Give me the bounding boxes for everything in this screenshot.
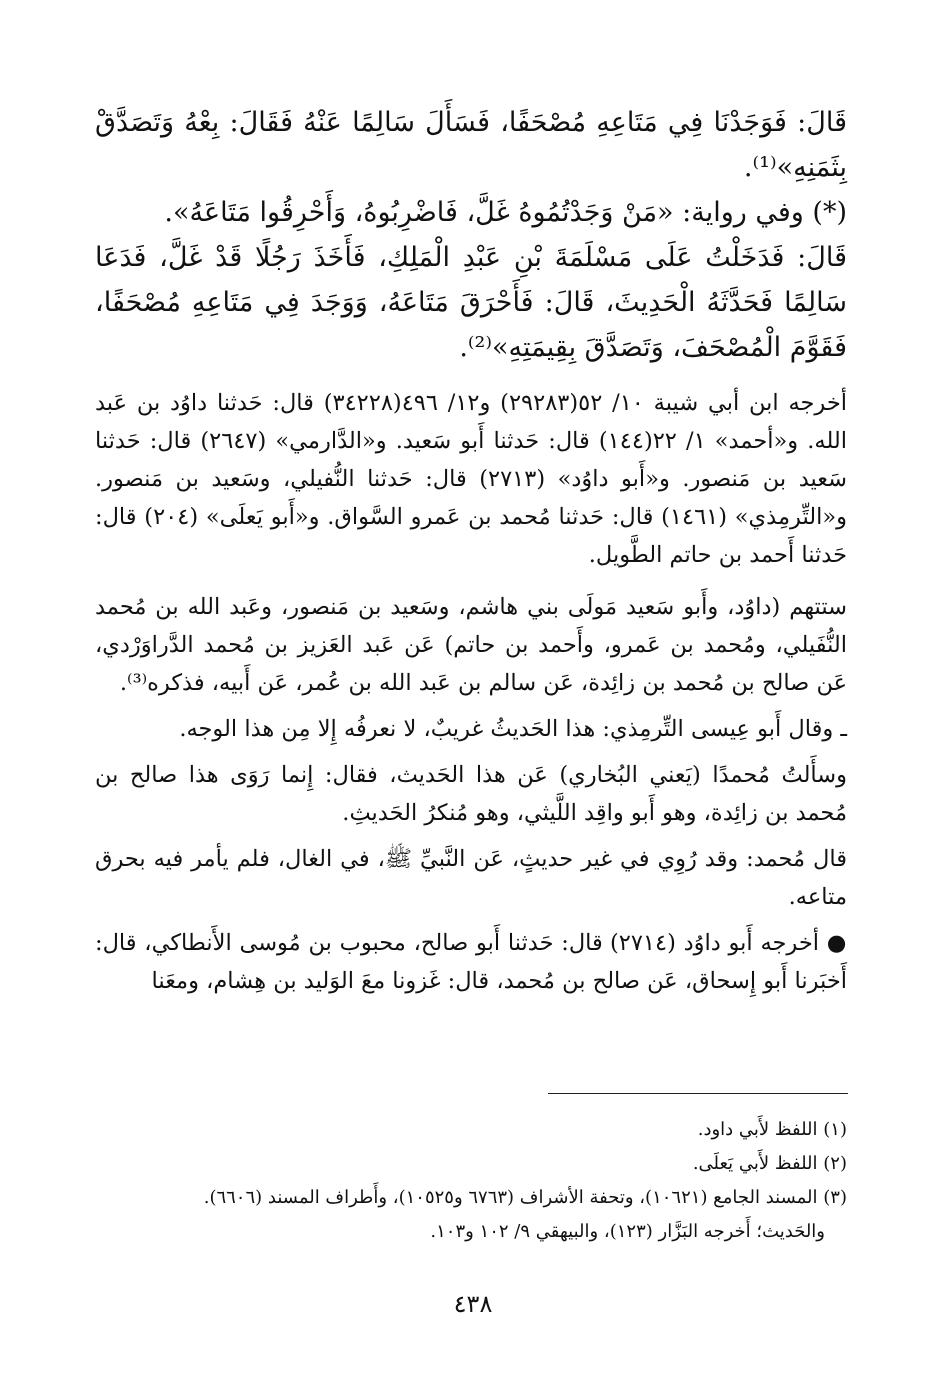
- footnote-3: (٣) المسند الجامع (١٠٦٢١)، وتحفة الأشراف (٦٧٦٣ و١٠٥٢٥)، وأَطراف المسند (٦٦٠٦).: [203, 1187, 847, 1208]
- footnotes: [95, 1113, 847, 1249]
- hadith-narration-2: قَالَ: فَدَخَلْتُ عَلَى مَسْلَمَةَ بْنِ عَبْدِ الْمَلِكِ، فَأَخَذَ رَجُلًا قَدْ غَلَّ، فَدَعَا سَالِمًا فَحَدَّثَهُ الْحَدِيثَ، قَالَ: فَأَحْرَقَ مَتَاعَهُ، وَوَجَدَ فِي مَتَاعِهِ مُصْحَفًا، فَقَوَّمَ الْمُصْحَفَ، وَتَصَدَّقَ بِقِيمَتِهِ»⁽²⁾.: [95, 242, 847, 363]
- bukhari-comment: وسأَلتُ مُحمدًا (يَعني البُخاري) عَن هذا الحَديث، فقال: إِنما رَوَى هذا صالح بن مُحمد بن زائِدة، وهو أَبو واقِد اللَّيثي، وهو مُنكرُ الحَديثِ.: [95, 762, 847, 826]
- takhrij-paragraph: أخرجه ابن أبي شيبة ١٠/ ٥٢(٢٩٢٨٣) و١٢/ ٤٩٦(٣٤٢٢٨) قال: حَدثنا داوُد بن عَبد الله. و«أحمد» ١/ ٢٢(١٤٤) قال: حَدثنا أَبو سَعيد. و«الدَّارمي» (٢٦٤٧) قال: حَدثنا سَعيد بن مَنصور. و«أَبو داوُد» (٢٧١٣) قال: حَدثنا النُّفيلي، وسَعيد بن مَنصور. و«التِّرمِذي» (١٤٦١) قال: حَدثنا مُحمد بن عَمرو السَّواق. و«أَبو يَعلَى» (٢٠٤) قال: حَدثنا أَحمد بن حاتم الطَّويل.: [95, 390, 848, 568]
- page-number: ٤٣٨: [453, 1290, 493, 1318]
- isnad-paragraph: ستتهم (داوُد، وأَبو سَعيد مَولَى بني هاشم، وسَعيد بن مَنصور، وعَبد الله بن مُحمد النُّفَيلي، ومُحمد بن عَمرو، وأَحمد بن حاتم) عَن عَبد العَزيز بن مُحمد الدَّراوَرْدي، عَن صالح بن مُحمد بن زائِدة، عَن سالم بن عَبد الله بن عُمر، عَن أَبيه، فذكره⁽³⁾.: [95, 594, 847, 696]
- tirmidhi-comment: ـ وقال أَبو عِيسى التِّرمِذي: هذا الحَديثُ غريبٌ، لا نعرفُه إِلا مِن هذا الوجه.: [179, 716, 847, 742]
- hadith-narration-1: قَالَ: فَوَجَدْنَا فِي مَتَاعِهِ مُصْحَفًا، فَسَأَلَ سَالِمًا عَنْهُ فَقَالَ: بِعْهُ وَتَصَدَّقْ بِثَمَنِهِ»⁽¹⁾.: [95, 107, 847, 183]
- hadith-variant-riwaya: (*) وفي رواية: «مَنْ وَجَدْتُمُوهُ غَلَّ، فَاضْرِبُوهُ، وَأَحْرِقُوا مَتَاعَهُ».: [164, 197, 847, 228]
- main-text: [95, 100, 847, 1000]
- footnote-2: (٢) اللفظ لأَبي يَعلَى.: [692, 1153, 847, 1174]
- footnote-separator: [548, 1093, 848, 1094]
- footnote-1: (١) اللفظ لأَبي داود.: [697, 1119, 847, 1140]
- abu-dawud-paragraph: ● أخرجه أَبو داوُد (٢٧١٤) قال: حَدثنا أَبو صالح، محبوب بن مُوسى الأَنطاكي، قال: أَخبَرنا أَبو إِسحاق، عَن صالح بن مُحمد، قال: غَزونا معَ الوَليد بن هِشام، ومعَنا: [95, 930, 848, 994]
- footnote-3-continuation: والحَديث؛ أَخرجه البَزَّار (١٢٣)، والبيهقي ٩/ ١٠٢ و١٠٣.: [430, 1221, 825, 1242]
- muhammad-comment: قال مُحمد: وقد رُوِي في غير حديثٍ، عَن النَّبيِّ ﷺ، في الغال، فلم يأمر فيه بحرق متاعه.: [95, 846, 847, 910]
